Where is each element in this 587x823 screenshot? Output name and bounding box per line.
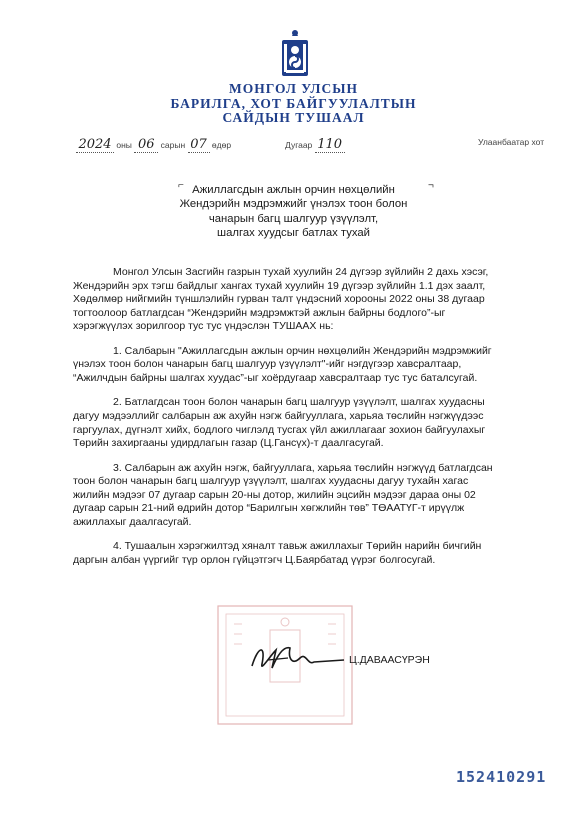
date-day: 07 [188, 137, 210, 153]
order-number-line [285, 137, 345, 153]
date-year: 2024 [76, 137, 114, 153]
body-line: тогтоолоор батлагдсан “Жендэрийн мэдрэмжтэй ажлын байрны бодлого”-ыг [73, 306, 446, 319]
date-line [76, 137, 231, 153]
title-line: Ажиллагсдын ажлын орчин нөхцөлийн [192, 184, 395, 196]
body-line: Жендэрийн эрх тэгш байдлыг хангах тухай хуулийн 19 дүгээр зүйлийн 1.1 дэх заалт, [73, 279, 486, 292]
body-line: дугаар сарын 21-ний өдрийн дотор “Барилгын хөгжлийн төв” ТӨААТҮГ-т ирүүлж [73, 502, 465, 515]
body-line: даргын албан үүргийг түр орлон гүйцэтгэгч Ц.Баярбатад үүрэг болгосугай. [73, 553, 436, 566]
date-day-suffix: өдөр [211, 140, 232, 150]
preamble-paragraph [73, 266, 553, 334]
body-line: 2. Батлагдсан тоон болон чанарын багц шалгуур үзүүлэлт, шалгах хуудасны [113, 396, 485, 409]
title-line: шалгах хуудсыг батлах тухай [217, 226, 370, 239]
body-line: гаргуулах, дүгнэлт хийх, бодлого чиглэлд тусгах үйл ажиллагааг зохион байгуулахыг [73, 423, 486, 436]
body-line: дагуу мэдээллийг салбарын аж ахуйн нэгж байгууллага, харьяа төслийн нэгжүүдээс [73, 409, 484, 422]
date-year-suffix: оны [116, 140, 132, 150]
body-line: 1. Салбарын "Ажиллагсдын ажлын орчин нөхцөлийн Жендэрийн мэдрэмжийг [113, 344, 492, 357]
body-line: тоон болон чанарын багц шалгуур үзүүлэлт, шалгах хуудасны дагуу тухайн хагас [73, 475, 469, 488]
title-line: чанарын багц шалгуур үзүүлэлт, [208, 212, 379, 225]
document-body [73, 266, 553, 578]
title-bracket-right-icon: ¬ [428, 180, 434, 191]
body-line: жилийн мэдээг 07 дугаар сарын 20-ны дотор, жилийн эцсийн мэдээг дараа оны 02 [73, 488, 476, 501]
body-line: Хөдөлмөр нийгмийн түншлэлийн гурван талт үндэсний хорооны 2022 оны 38 дугаар [73, 293, 485, 306]
clause-2 [73, 396, 553, 450]
title-bracket-left-icon: ⌐ [178, 180, 184, 191]
body-line: Монгол Улсын Засгийн газрын тухай хуулийн 24 дүгээр зүйлийн 2 дахь хэсэг, [113, 266, 489, 278]
body-line: Төрийн захиргааны удирдлагын газар (Ц.Гансүх)-т даалгасугай. [73, 437, 384, 450]
ministry-name-line3: САЙДЫН ТУШААЛ [222, 110, 365, 125]
body-line: үнэлэх тоон болон чанарын багц шалгуур үзүүлэлт"-ийг нэгдүгээр хавсралтаар, [73, 358, 462, 371]
order-number: 110 [315, 137, 345, 153]
state-emblem-icon [280, 28, 310, 78]
body-line: 4. Тушаалын хэрэгжилтэд хяналт тавьж ажиллахыг Төрийн нарийн бичгийн [113, 540, 482, 553]
date-month-suffix: сарын [160, 140, 186, 150]
city-label: Улаанбаатар хот [478, 137, 545, 147]
body-line: 3. Салбарын аж ахуйн нэгж, байгууллага, харьяа төслийн нэгжүүд батлагдсан [113, 461, 493, 474]
signatory-name: Ц.ДАВААСҮРЭН [349, 654, 430, 666]
date-month: 06 [134, 137, 158, 153]
title-line: Жендэрийн мэдрэмжийг үнэлэх тоон болон [179, 198, 408, 211]
document-number: 152410291 [456, 768, 547, 786]
body-line: ажиллахыг даалгасугай. [73, 515, 192, 528]
clause-3 [73, 462, 553, 530]
clause-4 [73, 540, 553, 567]
clause-1 [73, 345, 553, 386]
body-line: “Ажилчдын байрны шалгах хуудас”-ыг хоёрдугаар хавсралтаар тус тус баталсугай. [73, 371, 478, 384]
order-number-label: Дугаар [285, 140, 313, 150]
document-title [150, 183, 437, 240]
handwritten-signature-icon [248, 636, 348, 676]
ministry-name-line2: БАРИЛГА, ХОТ БАЙГУУЛАЛТЫН [170, 96, 417, 111]
body-line: хэрэгжүүлэх зорилгоор тус тус үндэслэн ТУШААХ нь: [73, 320, 334, 333]
ministry-name-line1: МОНГОЛ УЛСЫН [229, 81, 358, 96]
